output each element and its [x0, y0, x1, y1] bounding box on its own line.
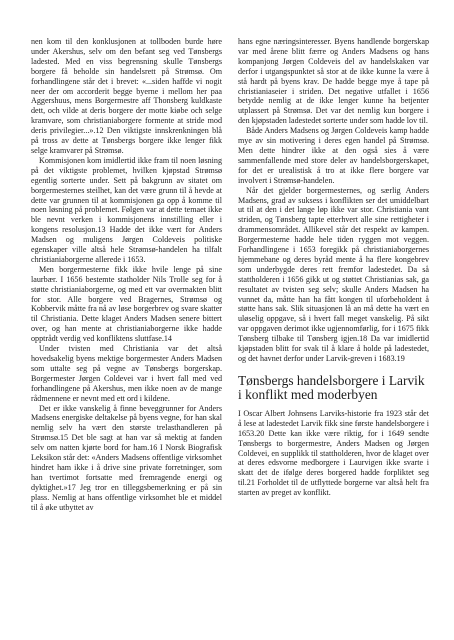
paragraph: Både Anders Madsens og Jørgen Coldeveis kamp hadde mye av sin motivering i deres egen handel på Strømsø. Men dette hindrer ikke at den også sies å være sammenfallende med store deler av handelsborgerskapet, for det er urealistisk å tro at ikke flere borgere var involvert i Strømsø-handelen. — [238, 126, 429, 185]
paragraph: I Oscar Albert Johnsens Larviks-historie fra 1923 står det å lese at ladestedet Larvik fikk sine første handelsborgere i 1653.20 Dette kan ikke være riktig, for i 1649 sendte Tønsbergs to borgermestre, Anders Madsen og Jørgen Coldevei, en supplikk til stattholderen, hvor de klaget over at deres edsvorne medborgere i Laurvigen ikke svarte i skatt det de ifølge deres borgered hadde forpliktet seg til.21 Forholdet til de utflyttede borgerne var altså helt fra starten av preget av konflikt. — [238, 408, 429, 498]
paragraph: Det er ikke vanskelig å finne beveggrunner for Anders Madsens energiske deltakelse på byens vegne, for han skal nemlig selv ha vært den største trelasthandleren på Strømsø.15 Det ble sagt at han var så mektig at fanden selv om natten kjørte bord for ham.16 I Norsk Biografisk Leksikon står det: «Anders Madsens offentlige virksomhet hindret ham ikke i å drive sine private forretninger, som han tvertimot fortsatte med fremragende energi og dyktighet.»17 Jeg tror en tilleggsbemerkning er på sin plass. Nemlig at hans offentlige virksomhet ble et middel til å øke utbyttet av — [31, 403, 222, 512]
section-heading: Tønsbergs handelsborgere i Larvik i konflikt med moderbyen — [238, 372, 425, 403]
left-column — [31, 37, 222, 513]
paragraph: Men borgermesterne fikk ikke hvile lenge på sine laurbær. I 1656 bestemte statholder Nils Trolle seg for å støtte christianiaborgerne, og med ett var overmakten blitt for stor. Alle borgere ved Bragernes, Strømsø og Kobbervik måtte fra nå av løse borgerbrev og svare skatter til Christiania. Dette klaget Anders Madsen senere bittert over, og han mente at christianiaborgerne ikke hadde opptrådt verdig ved konfliktens sluttfase.14 — [31, 264, 222, 344]
paragraph: Kommisjonen kom imidlertid ikke fram til noen løsning på det viktigste problemet, hvilken kjøpstad Strømsø egentlig sorterte under. Sett på bakgrunn av sitatet om borgermesternes steilhet, kan det være grunn til å hevde at dette var grunnen til at kommisjonen ga opp å komme til noen løsning på problemet. Følgen var at dette temaet ikke ble nevnt verken i kommisjonens innstilling eller i kongens resolusjon.13 Hadde det ikke vært for Anders Madsen og muligens Jørgen Coldeveis politiske egenskaper ville altså hele Strømsø-handelen ha tilfalt christianiaborgerne allerede i 1653. — [31, 155, 222, 264]
paragraph: Når det gjelder borgermesternes, og særlig Anders Madsens, grad av suksess i konflikten ser det umiddelbart ut til at den i det lange løp ikke var stor. Christiania vant striden, og Tønsberg tapte etterhvert alle sine rettigheter i drammensområdet. Allikevel står det respekt av kampen. Borgermesterne hadde hele tiden ryggen mot veggen. Forhandlingene i 1653 foregikk på christianiaborgernes hjemmebane og deres byråd mente å ha flere kongebrev som underbygde deres rett fremfor ladestedet. Da så stattholderen i 1656 gikk ut og støttet Christianias sak, ga resultatet av tvisten seg selv; skulle Anders Madsen ha vunnet da, måtte han ha fått kongen til uforbeholdent å støtte hans sak. Slik situasjonen lå an må dette ha vært en uløselig oppgave, så i hvert fall meget vanskelig. På sikt var oppgaven derimot ikke ugjennomførlig, for i 1675 fikk Tønsberg tilbake til Tønsberg igjen.18 Da var imidlertid kjøpstaden blitt for svak til å klare å holde på ladestedet, og det havnet derfor under Larvik-greven i 1683.19 — [238, 185, 429, 363]
page-columns — [31, 37, 429, 513]
paragraph: Under tvisten med Christiania var det altså hovedsakelig byens mektige borgermester Anders Madsen som uttalte seg på vegne av Tønsbergs borgerskap. Borgermester Jørgen Coldevei var i hvert fall med ved forhandlingene på Akershus, men ikke noen av de mange rådmennene er nevnt med ett ord i kildene. — [31, 344, 222, 403]
paragraph: hans egne næringsinteresser. Byens handlende borgerskap var med årene blitt færre og Anders Madsens og hans kompanjong Jørgen Coldeveis del av handelskaken var derfor i utgangspunktet så stor at de ikke kunne la være å stå hardt på byens krav. De hadde begge mye å tape på christianiaseier i striden. Det negative utfallet i 1656 betydde nemlig at de ikke lenger kunne ha betjenter utplassert på Strømsø. Det var det nemlig kun borgere i den kjøpstaden ladestedet sorterte under som hadde lov til. — [238, 37, 429, 126]
right-column — [238, 37, 429, 513]
paragraph: nen kom til den konklusjonen at tollboden burde høre under Akershus, selv om den befant seg ved Tønsbergs ladested. Med en viss begrensning skulle Tønsbergs borgere få beholde sin handelsrett på Strømsø. Om forhandlingene står det i brevet: «...siden haffde vi nogit neer der om accorderit begge byerne i mellom her paa Aggershuus, mens Borgermestre aff Thonsberg kuldkaste dett, och vilde at deris borgere der motte kiøbe och selge kramvare, som christianiaborgere formente at stride mod deris privilegier...».12 Den viktigste innskrenkningen blå på tross av dette at Tønsbergs borgere ikke lenger fikk selge kramvarer på Strømsø. — [31, 37, 222, 155]
